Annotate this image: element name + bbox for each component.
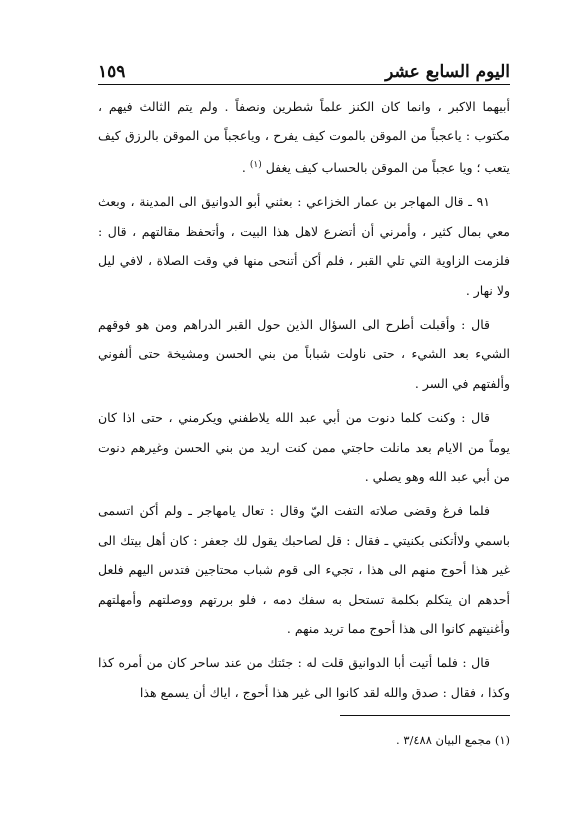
- page-number: ١٥٩: [98, 62, 126, 82]
- paragraph-5: فلما فرغ وقضى صلاته التفت اليّ وقال : تعال يامهاجر ـ ولم أكن اتسمى باسمي ولاأتكنى بكنيتي ـ فقال : قل لصاحبك يقول لك جعفر : كان أهل بيتك الى غير هذا أحوج منهم الى هذا ، تجيء الى قوم شباب محتاجين فتدس اليهم فلعل أحدهم ان يتكلم بكلمة تستحل به سفك دمه ، فلو بررتهم ووصلتهم وأمهلتهم وأغنيتهم كانوا الى هذا أحوج مما تريد منهم .: [98, 503, 510, 637]
- header-divider: [98, 84, 510, 85]
- page-header: [98, 56, 510, 82]
- paragraph-6: قال : فلما أتيت أبا الدوانيق قلت له : جئتك من عند ساحر كان من أمره كذا وكذا ، فقال : صدق والله لقد كانوا الى غير هذا أحوج ، اياك أن يسمع هذا: [98, 655, 510, 700]
- footnote: (١) مجمع البيان ٣/٤٨٨ .: [396, 733, 510, 747]
- chapter-title: اليوم السابع عشر: [385, 62, 510, 82]
- page-body: [98, 92, 510, 707]
- footnote-divider: [340, 715, 510, 716]
- paragraph-1: أبيهما الاكبر ، وانما كان الكنز علماً شطرين ونصفاً . ولم يتم الثالث فيهم ، مكتوب : ياعجباً من الموقن بالموت كيف يفرح ، وياعجباً من الموقن بالرزق كيف يتعب ؛ ويا عجباً من الموقن بالحساب كيف يغفل $^{(١)}$ .: [98, 99, 510, 175]
- paragraph-4: قال : وكنت كلما دنوت من أبي عبد الله يلاطفني ويكرمني ، حتى اذا كان يوماً من الايام بعد مانلت حاجتي ممن كنت اريد من بني الحسن وغيرهم دنوت من أبي عبد الله وهو يصلي .: [98, 410, 510, 485]
- footnote-reference: (١): [249, 159, 262, 170]
- paragraph-2: ٩١ ـ قال المهاجر بن عمار الخزاعي : بعثني أبو الدوانيق الى المدينة ، وبعث معي بمال كثير ، وأمرني أن أتضرع لاهل هذا البيت ، وأتحفظ مقالتهم ، قال : فلزمت الزاوية التي تلي القبر ، فلم أكن أتنحى منها في وقت الصلاة ، لافي ليل ولا نهار .: [98, 194, 510, 298]
- paragraph-3: قال : وأقبلت أطرح الى السؤال الذين حول القبر الدراهم ومن هو فوقهم الشيء بعد الشيء ، حتى ناولت شباباً من بني الحسن ومشيخة حتى ألفوني وألفتهم في السر .: [98, 317, 510, 391]
